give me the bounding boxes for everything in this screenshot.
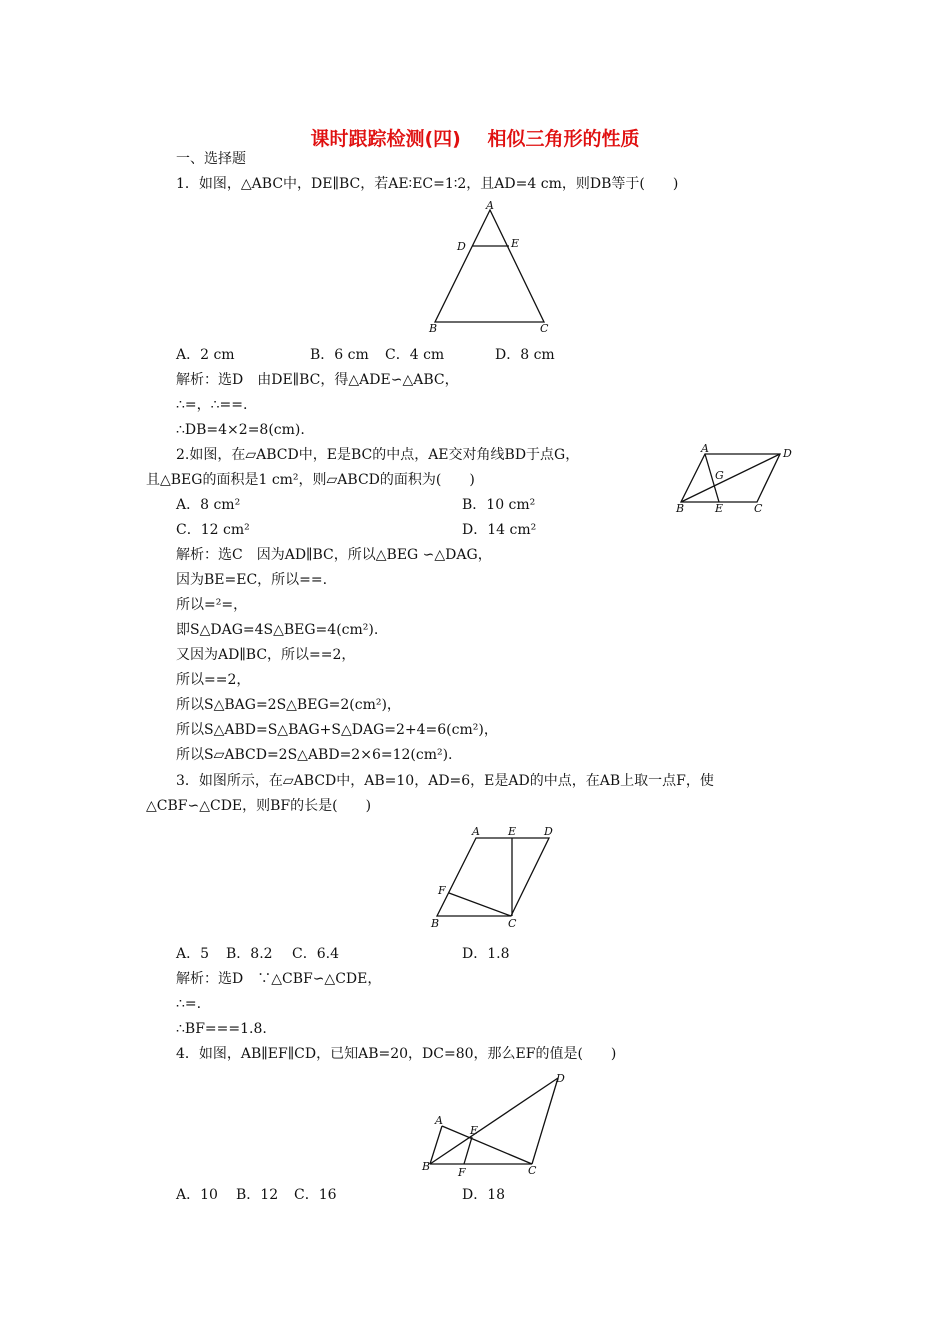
section-heading: 一、选择题	[176, 151, 246, 167]
q3-label-e: E	[508, 825, 517, 838]
q4-label-f: F	[458, 1166, 466, 1179]
q2-stem-line2: 且△BEG的面积是1 cm²，则▱ABCD的面积为( )	[146, 472, 475, 488]
q2-solution-line: 所以=²=，	[176, 597, 248, 613]
q1-solution-line: ∴DB=4×2=8(cm).	[176, 422, 305, 438]
q1-label-d: D	[457, 240, 466, 253]
q2-figure	[672, 442, 802, 514]
q3-solution-line: 解析：选D ∵△CBF∽△CDE，	[176, 971, 382, 987]
q4-figure	[420, 1068, 575, 1180]
q3-stem-line1: 3．如图所示，在▱ABCD中，AB=10，AD=6，E是AD的中点，在AB上取一点F，使	[176, 773, 714, 789]
q2-label-g: G	[715, 469, 724, 482]
q4-label-c: C	[528, 1164, 537, 1177]
q2-label-e: E	[715, 502, 724, 515]
q4-option-a: A．10	[176, 1187, 218, 1203]
q1-option-d: D．8 cm	[495, 347, 555, 363]
q2-option-c: C．12 cm²	[176, 522, 250, 538]
q3-label-b: B	[431, 917, 440, 930]
q3-option-b: B．8.2	[226, 946, 273, 962]
q2-solution-line: 所以S△BAG=2S△BEG=2(cm²)，	[176, 697, 401, 713]
q4-label-a: A	[435, 1114, 443, 1127]
title-sub: 相似三角形的性质	[487, 128, 640, 150]
q2-option-a: A．8 cm²	[176, 497, 241, 513]
q2-option-d: D．14 cm²	[462, 522, 537, 538]
q2-solution-line: 所以==2，	[176, 672, 251, 688]
q2-solution-line: 因为BE=EC，所以==.	[176, 572, 328, 588]
q1-label-e: E	[511, 237, 520, 250]
q3-label-f: F	[438, 884, 446, 897]
q4-label-e: E	[470, 1124, 479, 1137]
q3-option-d: D．1.8	[462, 946, 510, 962]
q2-solution-line: 所以S▱ABCD=2S△ABD=2×6=12(cm²).	[176, 747, 453, 763]
q4-stem: 4．如图，AB∥EF∥CD，已知AB=20，DC=80，那么EF的值是( )	[176, 1046, 617, 1062]
q1-option-c: C．4 cm	[385, 347, 445, 363]
q2-solution-line: 所以S△ABD=S△BAG+S△DAG=2+4=6(cm²)，	[176, 722, 498, 738]
q4-label-b: B	[422, 1160, 431, 1173]
q2-solution-line: 解析：选C 因为AD∥BC，所以△BEG ∽△DAG，	[176, 547, 492, 563]
q2-label-a: A	[701, 442, 709, 455]
q4-option-c: C．16	[294, 1187, 337, 1203]
q3-label-d: D	[544, 825, 553, 838]
q4-option-b: B．12	[236, 1187, 279, 1203]
q1-solution-line: 解析：选D 由DE∥BC，得△ADE∽△ABC，	[176, 372, 459, 388]
q3-figure	[425, 822, 565, 932]
q3-label-c: C	[508, 917, 517, 930]
q2-option-b: B．10 cm²	[462, 497, 536, 513]
q1-stem: 1．如图，△ABC中，DE∥BC，若AE∶EC=1∶2，且AD=4 cm，则DB等于( )	[176, 176, 679, 192]
q1-solution-line: ∴=，∴==.	[176, 397, 248, 413]
q1-option-b: B．6 cm	[310, 347, 369, 363]
q3-solution-line: ∴=.	[176, 996, 202, 1012]
q3-solution-line: ∴BF===1.8.	[176, 1021, 267, 1037]
q1-option-a: A．2 cm	[176, 347, 235, 363]
title-main: 课时跟踪检测(四)	[310, 128, 461, 150]
q4-option-d: D．18	[462, 1187, 506, 1203]
q2-solution-line: 即S△DAG=4S△BEG=4(cm²).	[176, 622, 379, 638]
q2-label-c: C	[754, 502, 763, 515]
q1-label-a: A	[486, 199, 494, 212]
q1-figure	[420, 200, 560, 335]
q2-solution-line: 又因为AD∥BC，所以==2，	[176, 647, 356, 663]
q2-label-d: D	[783, 447, 792, 460]
q3-option-c: C．6.4	[292, 946, 339, 962]
q2-label-b: B	[676, 502, 685, 515]
q3-stem-line2: △CBF∽△CDE，则BF的长是( )	[146, 798, 372, 814]
q2-stem-line1: 2.如图，在▱ABCD中，E是BC的中点，AE交对角线BD于点G，	[176, 447, 580, 463]
q1-label-b: B	[429, 322, 438, 335]
q4-label-d: D	[556, 1072, 565, 1085]
q3-option-a: A．5	[176, 946, 210, 962]
q1-label-c: C	[540, 322, 549, 335]
page-title	[0, 124, 950, 151]
q3-label-a: A	[472, 825, 480, 838]
